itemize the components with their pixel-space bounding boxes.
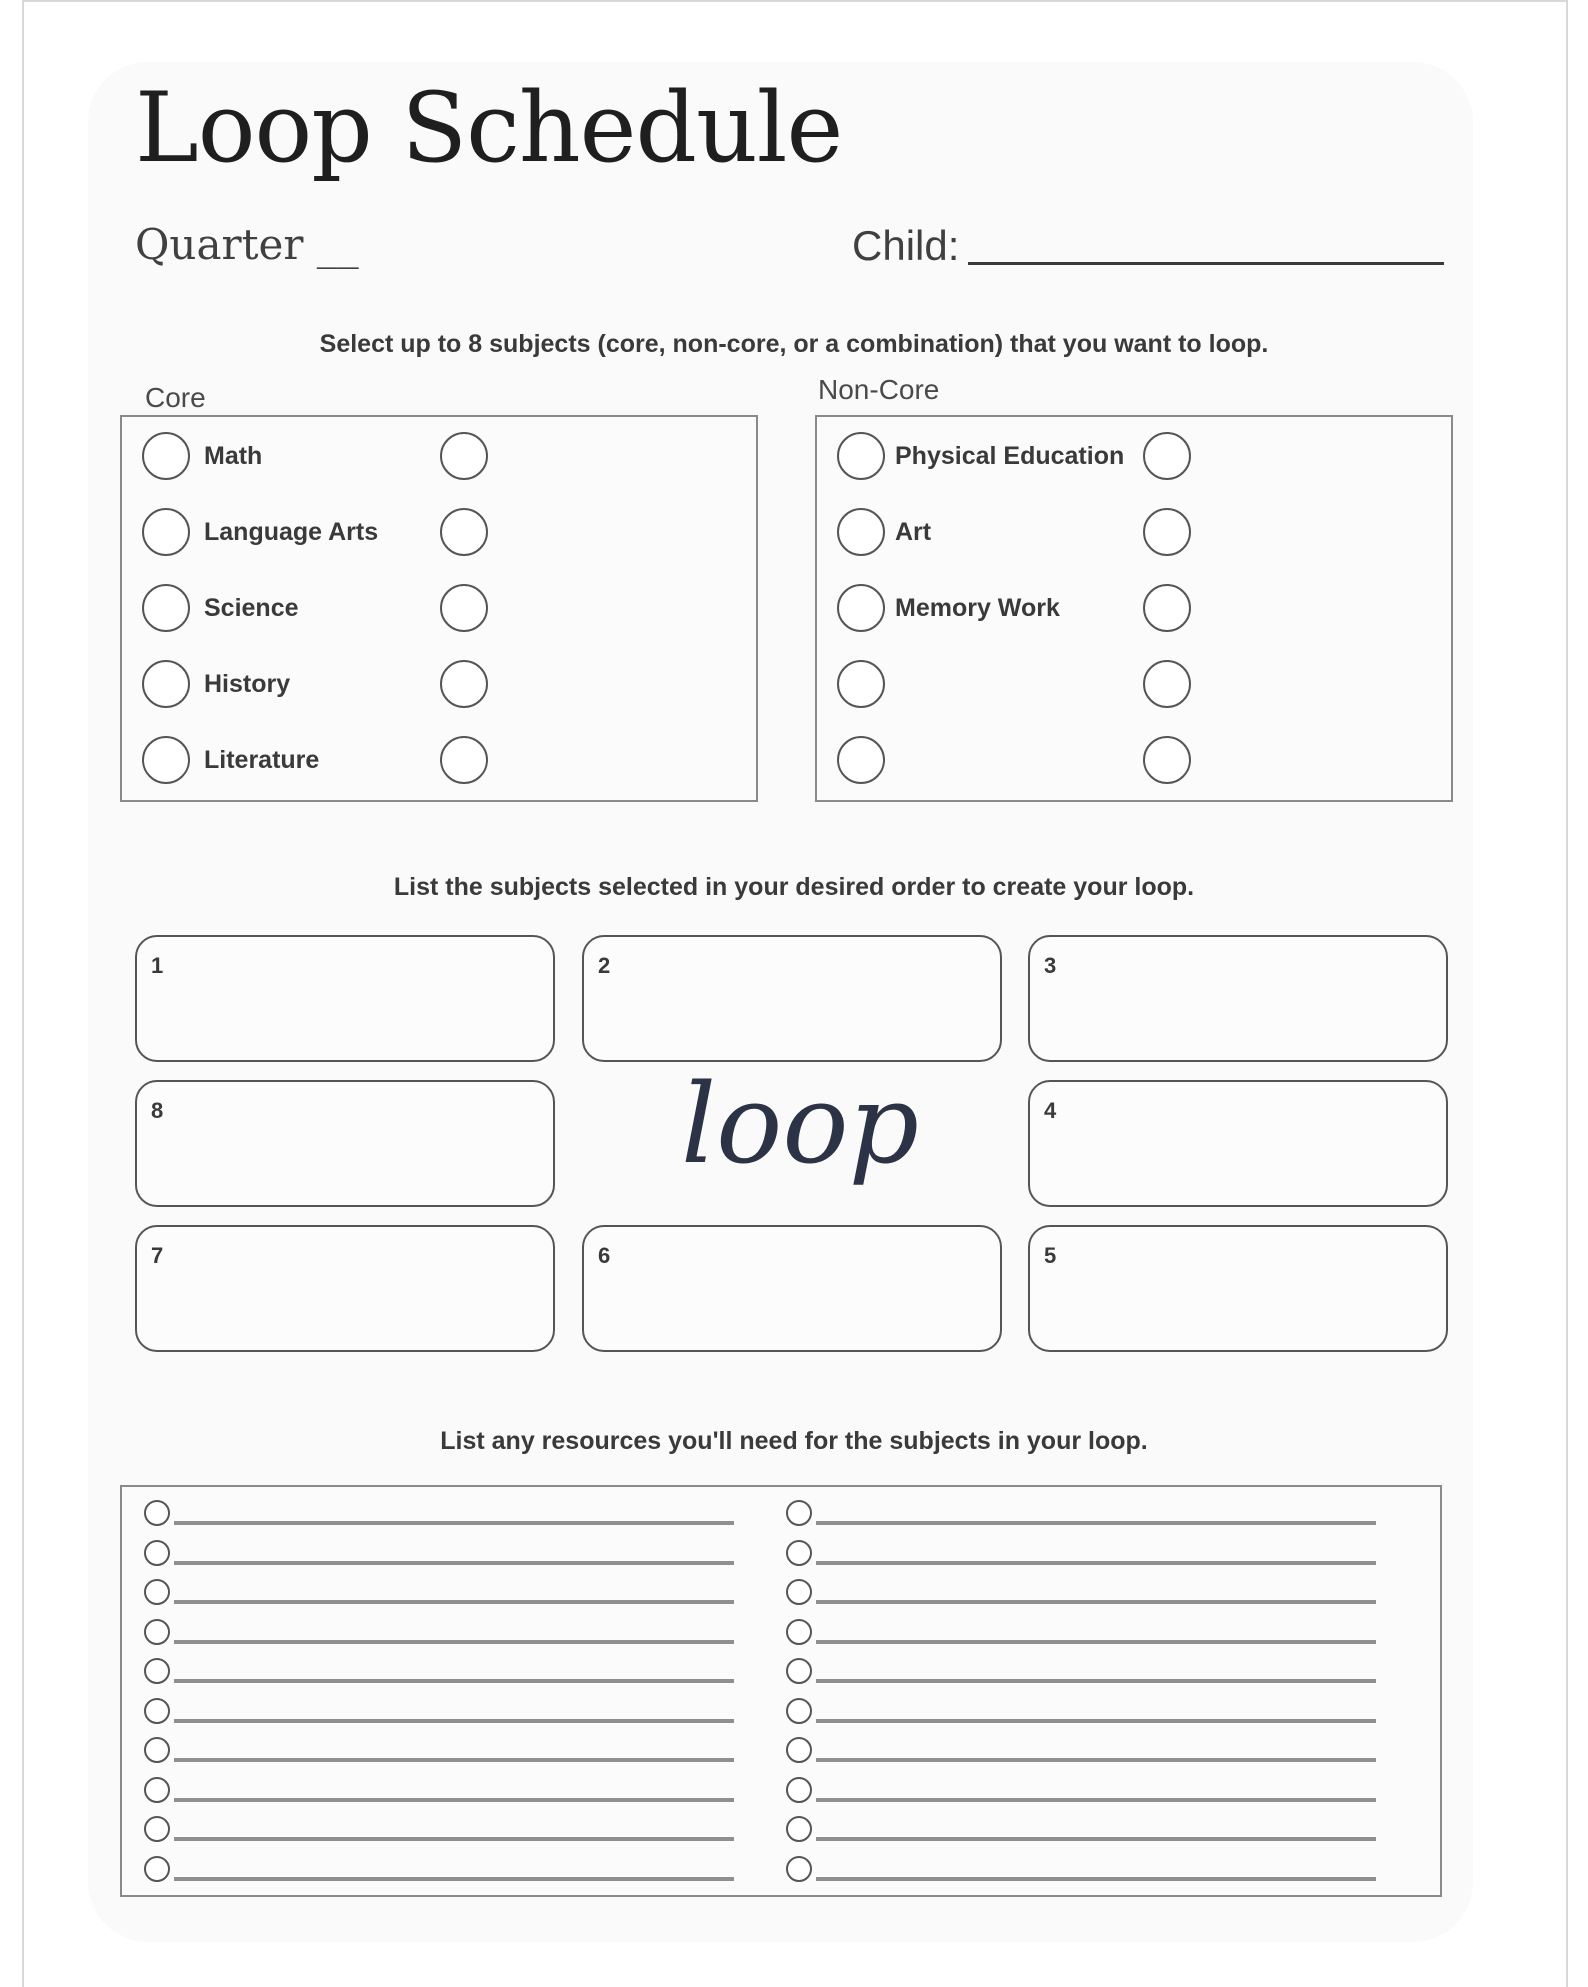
non-core-subject-row xyxy=(817,432,1451,484)
select-circle-icon[interactable] xyxy=(440,660,488,708)
core-subject-label: History xyxy=(204,670,291,698)
resource-item xyxy=(144,1539,744,1569)
select-circle-icon[interactable] xyxy=(142,660,190,708)
loop-center-word: loop xyxy=(680,1060,920,1188)
core-label: Core xyxy=(145,382,206,413)
resource-item xyxy=(786,1776,1386,1806)
checkbox-circle-icon[interactable] xyxy=(144,1816,170,1842)
select-circle-icon[interactable] xyxy=(440,584,488,632)
resource-item xyxy=(786,1539,1386,1569)
resource-item xyxy=(144,1736,744,1766)
core-subject-label: Literature xyxy=(204,746,320,774)
resource-write-line[interactable] xyxy=(174,1679,734,1683)
resource-item xyxy=(144,1776,744,1806)
select-circle-icon[interactable] xyxy=(440,508,488,556)
loop-slot-6[interactable] xyxy=(582,1225,1002,1352)
core-subject-label: Language Arts xyxy=(204,518,379,546)
resource-item xyxy=(144,1657,744,1687)
checkbox-circle-icon[interactable] xyxy=(786,1816,812,1842)
non-core-subject-label: Memory Work xyxy=(895,594,1060,622)
resource-item xyxy=(786,1697,1386,1727)
page-title: Loop Schedule xyxy=(135,72,843,184)
resource-write-line[interactable] xyxy=(174,1640,734,1644)
core-subject-row xyxy=(122,584,756,636)
resource-item xyxy=(144,1697,744,1727)
checkbox-circle-icon[interactable] xyxy=(144,1500,170,1526)
non-core-subject-label: Art xyxy=(895,518,932,546)
select-circle-icon[interactable] xyxy=(837,432,885,480)
resource-item xyxy=(786,1855,1386,1885)
resource-write-line[interactable] xyxy=(174,1521,734,1525)
checkbox-circle-icon[interactable] xyxy=(786,1619,812,1645)
loop-slot-number: 4 xyxy=(1044,1098,1057,1123)
resource-write-line[interactable] xyxy=(816,1640,1376,1644)
quarter-field[interactable]: Quarter __ xyxy=(135,220,359,269)
resource-write-line[interactable] xyxy=(816,1798,1376,1802)
resource-item xyxy=(786,1578,1386,1608)
resource-write-line[interactable] xyxy=(816,1758,1376,1762)
resource-write-line[interactable] xyxy=(816,1679,1376,1683)
checkbox-circle-icon[interactable] xyxy=(786,1540,812,1566)
loop-slot-4[interactable] xyxy=(1028,1080,1448,1207)
resource-write-line[interactable] xyxy=(174,1758,734,1762)
resource-write-line[interactable] xyxy=(816,1719,1376,1723)
select-circle-icon[interactable] xyxy=(1143,660,1191,708)
checkbox-circle-icon[interactable] xyxy=(786,1777,812,1803)
checkbox-circle-icon[interactable] xyxy=(144,1737,170,1763)
loop-slot-number: 1 xyxy=(151,953,164,978)
loop-slot-number: 2 xyxy=(598,953,611,978)
non-core-label: Non-Core xyxy=(818,374,940,405)
non-core-subject-label: Physical Education xyxy=(895,442,1125,470)
non-core-subject-row xyxy=(817,736,1451,788)
core-subject-label: Science xyxy=(204,594,299,622)
order-instructions: List the subjects selected in your desired order to create your loop. xyxy=(393,873,1195,901)
select-circle-icon[interactable] xyxy=(1143,432,1191,480)
select-circle-icon[interactable] xyxy=(142,584,190,632)
resource-write-line[interactable] xyxy=(174,1837,734,1841)
select-circle-icon[interactable] xyxy=(440,432,488,480)
resource-item xyxy=(786,1618,1386,1648)
loop-slot-number: 8 xyxy=(151,1098,164,1123)
non-core-subject-row xyxy=(817,584,1451,636)
non-core-subject-row xyxy=(817,508,1451,560)
loop-slot-number: 3 xyxy=(1044,953,1057,978)
core-subject-label: Math xyxy=(204,442,263,470)
resource-write-line[interactable] xyxy=(174,1600,734,1604)
checkbox-circle-icon[interactable] xyxy=(144,1856,170,1882)
select-circle-icon[interactable] xyxy=(837,736,885,784)
resource-item xyxy=(144,1855,744,1885)
loop-slot-2[interactable] xyxy=(582,935,1002,1062)
core-subjects-box xyxy=(120,415,758,802)
checkbox-circle-icon[interactable] xyxy=(786,1698,812,1724)
checkbox-circle-icon[interactable] xyxy=(786,1658,812,1684)
loop-slot-8[interactable] xyxy=(135,1080,555,1207)
select-instructions: Select up to 8 subjects (core, non-core, or a combination) that you want to loop. xyxy=(319,330,1269,358)
checkbox-circle-icon[interactable] xyxy=(144,1698,170,1724)
select-circle-icon[interactable] xyxy=(440,736,488,784)
resource-write-line[interactable] xyxy=(816,1877,1376,1881)
select-circle-icon[interactable] xyxy=(1143,736,1191,784)
loop-slot-number: 7 xyxy=(151,1243,164,1268)
checkbox-circle-icon[interactable] xyxy=(144,1540,170,1566)
non-core-subjects-box xyxy=(815,415,1453,802)
core-subject-row xyxy=(122,508,756,560)
resource-write-line[interactable] xyxy=(174,1719,734,1723)
resource-item xyxy=(144,1578,744,1608)
resource-item xyxy=(786,1657,1386,1687)
resource-write-line[interactable] xyxy=(174,1877,734,1881)
resource-item xyxy=(786,1736,1386,1766)
checkbox-circle-icon[interactable] xyxy=(786,1579,812,1605)
resource-write-line[interactable] xyxy=(174,1798,734,1802)
resource-write-line[interactable] xyxy=(174,1561,734,1565)
select-circle-icon[interactable] xyxy=(1143,584,1191,632)
core-subject-row xyxy=(122,660,756,712)
core-subject-row xyxy=(122,432,756,484)
core-subject-row xyxy=(122,736,756,788)
checkbox-circle-icon[interactable] xyxy=(144,1619,170,1645)
select-circle-icon[interactable] xyxy=(142,508,190,556)
select-circle-icon[interactable] xyxy=(142,736,190,784)
child-label: Child: xyxy=(852,222,960,269)
checkbox-circle-icon[interactable] xyxy=(786,1737,812,1763)
resource-write-line[interactable] xyxy=(816,1600,1376,1604)
select-circle-icon[interactable] xyxy=(142,432,190,480)
resource-write-line[interactable] xyxy=(816,1521,1376,1525)
select-circle-icon[interactable] xyxy=(1143,508,1191,556)
loop-slot-number: 5 xyxy=(1044,1243,1057,1268)
resource-item xyxy=(144,1618,744,1648)
select-circle-icon[interactable] xyxy=(837,660,885,708)
resources-box xyxy=(120,1485,1442,1897)
non-core-subject-row xyxy=(817,660,1451,712)
resource-item xyxy=(786,1499,1386,1529)
checkbox-circle-icon[interactable] xyxy=(144,1579,170,1605)
resource-item xyxy=(786,1815,1386,1845)
resources-instructions: List any resources you'll need for the subjects in your loop. xyxy=(440,1427,1148,1455)
child-name-field[interactable] xyxy=(968,262,1444,265)
select-circle-icon[interactable] xyxy=(837,584,885,632)
loop-slot-3[interactable] xyxy=(1028,935,1448,1062)
checkbox-circle-icon[interactable] xyxy=(786,1500,812,1526)
checkbox-circle-icon[interactable] xyxy=(144,1658,170,1684)
loop-slot-number: 6 xyxy=(598,1243,611,1268)
select-circle-icon[interactable] xyxy=(837,508,885,556)
resource-write-line[interactable] xyxy=(816,1561,1376,1565)
resource-write-line[interactable] xyxy=(816,1837,1376,1841)
loop-slot-1[interactable] xyxy=(135,935,555,1062)
resource-item xyxy=(144,1815,744,1845)
resource-item xyxy=(144,1499,744,1529)
checkbox-circle-icon[interactable] xyxy=(786,1856,812,1882)
loop-slot-7[interactable] xyxy=(135,1225,555,1352)
checkbox-circle-icon[interactable] xyxy=(144,1777,170,1803)
loop-slot-5[interactable] xyxy=(1028,1225,1448,1352)
